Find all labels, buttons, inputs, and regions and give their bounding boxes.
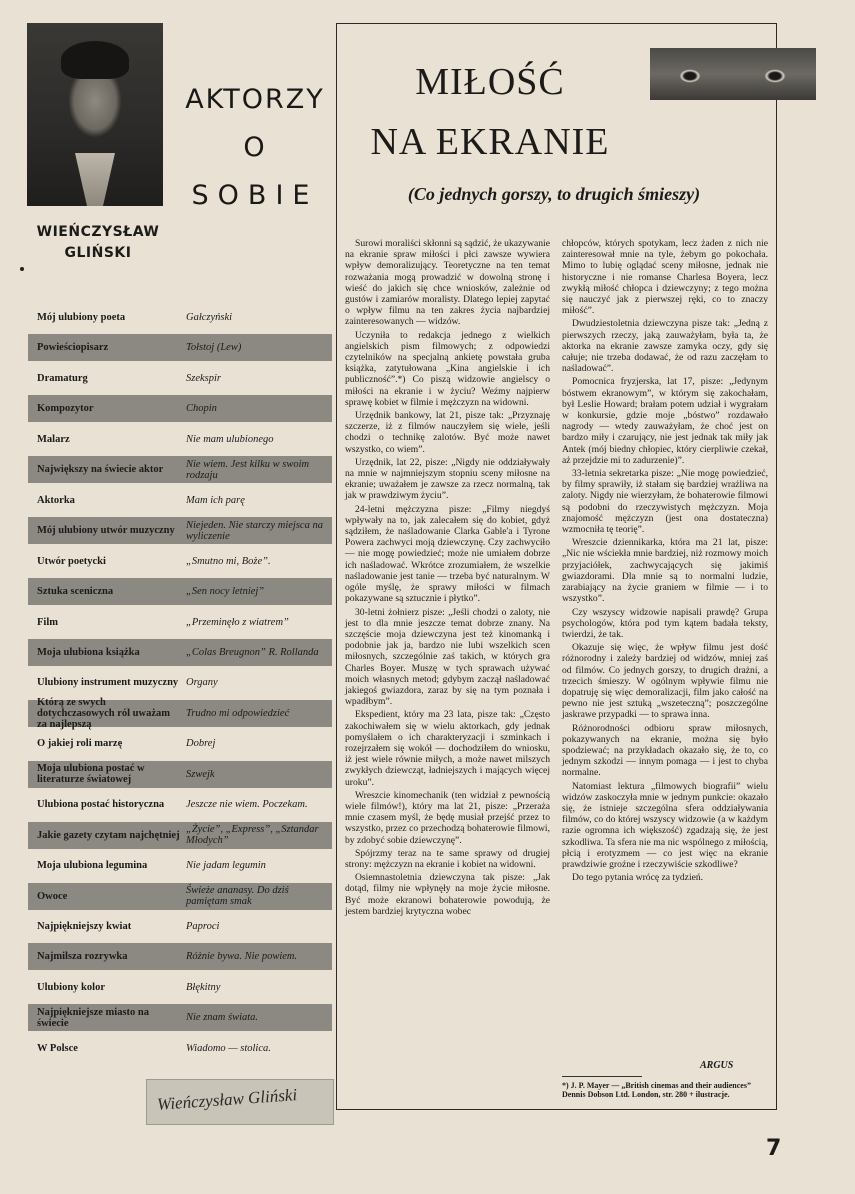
question-label: Aktorka xyxy=(37,494,75,506)
question-label: Mój ulubiony poeta xyxy=(37,312,126,323)
answer-text: „Życie”, „Express”, „Sztandar Młodych” xyxy=(186,824,319,847)
article-paragraph: Czy wszyscy widzowie napisali prawdę? Grupa psychologów, która pod tym kątem badała teksty, twierdzi, że tak. xyxy=(562,606,768,640)
article-paragraph: Osiemnastoletnia dziewczyna tak pisze: „Jak dotąd, filmy nie wpłynęły na moje życie miłosne. Być może ekranowi bohaterowie powodują, że jestem bardziej krytyczna wobec xyxy=(345,872,550,917)
article-paragraph: Urzędnik bankowy, lat 21, pisze tak: „Przyznaję szczerze, iż z filmów nauczyłem się wiele, jeśli chodzi o technikę zalotów. Być może nawet wszystko, co wiem”. xyxy=(345,410,550,455)
answer-text: Mam ich parę xyxy=(186,494,245,506)
answer-text: „Sen nocy letniej” xyxy=(186,586,265,598)
article-paragraph: 33-letnia sekretarka pisze: „Nie mogę powiedzieć, by filmy sprawiły, iż stałam się bardziej wrażliwa na zaloty. Nigdy nie wierzyłam, że bohaterowie filmowi są podobni do rzeczywistych mężczyzn. Moja znajomość mężczyzn (jest ona dostateczna) wzmocniła tę teorię”. xyxy=(562,468,768,536)
article-column-2 xyxy=(562,238,768,885)
answer-text: Nie mam ulubionego xyxy=(186,433,274,445)
answer-text: Błękitny xyxy=(186,981,221,993)
answer-text: Trudno mi odpowiedzieć xyxy=(186,707,290,719)
article-paragraph: 24-letni mężczyzna pisze: „Filmy niegdyś wpływały na to, jak zalecałem się do kobiet, gdyż sądziłem, że naśladowanie Clarka Gable'a i Tyrone Powera zachwyci moją dziewczynę. Czy zachwyciło — nie mogę powiedzieć; może nie umiałem dobrze ich naśladować. Wkrótce zrozumiałem, że wszelkie naśladowanie jest tanie — trzeba być naturalnym. W ogóle myślę, że sprawy miłości w filmach pokazywane są sztucznie i płytko”. xyxy=(345,503,550,605)
footnote: *) J. P. Mayer — „British cinemas and their audiences” Dennis Dobson Ltd. London, str. 280 + ilustracje. xyxy=(562,1081,751,1099)
article-paragraph: Natomiast lektura „filmowych biografii” wielu widzów zaskoczyła mnie w jednym punkcie: okazało się, że istnieje szczególna sfera oddziaływania filmów, co do której wszyscy widzowie (a w każdym razie ogromna ich większość) zgadzają się, że jest szkodliwa. Ta sfera nie ma nic wspólnego z miłością, płcią i erotyzmem — co jest więc na ekranie prawdziwie groźne i rzeczywiście szkodliwe? xyxy=(562,780,768,870)
question-label: Malarz xyxy=(37,433,70,445)
question-label: Najmilsza rozrywka xyxy=(37,951,128,963)
article-column-1 xyxy=(345,238,550,919)
decorative-dot xyxy=(20,267,24,271)
answer-text: Organy xyxy=(186,677,218,689)
article-paragraph: Pomocnica fryzjerska, lat 17, pisze: „Jedynym bóstwem ekranowym”, w którym się zakochałam, był Leslie Howard; brałam potem udział i wygrałam w konkursie, gdzie moje „bóstwo” rozdawało nagrody — wtedy zauważyłam, że choć jest on bardzo miły i czarujący, nie jest jednak tak miły jak Antek (mój biedny chłopiec, który cierpliwie czekał, aż przejdzie mi to zadurzenie)”. xyxy=(562,376,768,466)
questionnaire-row xyxy=(28,578,332,605)
article-paragraph: Okazuje się więc, że wpływ filmu jest dość różnorodny i zależy bardziej od widzów, mniej zaś od filmów. Co jednych gorszy, to drugich drażni, a trzecich śmieszy. W ogólnym wpływie filmu nie dopatruję się więc demoralizacji, film jako całość na pewno nie jest sztuką „wszeteczną”; poszczególne jaskrawe przypadki — to sprawa inna. xyxy=(562,642,768,721)
headline-line-2: NA EKRANIE xyxy=(370,121,610,163)
article-paragraph: Ekspedient, który ma 23 lata, pisze tak: „Często zakochiwałem się w wielu aktorkach, gdy jednak pomyślałem o ich charakteryzacji i szminkach i rozejrzałem się wokół — dochodziłem do wniosku, iż jest wiele równie miłych, a może nawet milszych zwykłych dziewcząt, ładniejszych i mających więcej uroku”. xyxy=(345,709,550,788)
eyes-photo xyxy=(650,48,816,100)
question-label: Moja ulubiona legumina xyxy=(37,860,148,872)
questionnaire-row xyxy=(28,456,332,483)
questionnaire-row xyxy=(28,913,332,940)
question-label: Moja ulubiona książka xyxy=(37,646,140,658)
questionnaire-row xyxy=(28,943,332,970)
article-paragraph: Wreszcie dziennikarka, która ma 21 lat, pisze: „Nic nie wściekła mnie bardziej, niż rozmowy moich przyjaciółek, zachwycających się jakimiś gwiazdorami. Dla mnie są to normalni ludzie, zarabiający na życie graniem w filmie — i to wszystko”. xyxy=(562,537,768,605)
actor-portrait-photo xyxy=(27,23,163,206)
section-title-line-3: SOBIE xyxy=(191,180,319,211)
questionnaire-row xyxy=(28,974,332,1001)
question-label: Ulubiony instrument muzyczny xyxy=(37,677,179,689)
answer-text: Nie jadam legumin xyxy=(186,860,266,872)
question-label: Mój ulubiony utwór muzyczny xyxy=(37,525,175,537)
questionnaire-row xyxy=(28,517,332,544)
signature-box xyxy=(146,1079,334,1125)
answer-text: „Colas Breugnon” R. Rollanda xyxy=(186,646,319,658)
question-label: Film xyxy=(37,616,58,628)
page-number: 7 xyxy=(766,1136,782,1161)
question-label: Ulubiony kolor xyxy=(37,981,105,993)
article-paragraph: chłopców, których spotykam, lecz żaden z nich nie zainteresował mnie na tyle, żebym go pokochała. Mimo to lubię oglądać sceny miłosne, jednak nie historyczne i nie romanse Charlesa Boyera, lecz zwykłą miłość chłopca i dziewczyny; z tego można się nauczyć jak z pierwszej ręki, co to znaczy miłość”. xyxy=(562,238,768,317)
questionnaire-row xyxy=(28,1004,332,1031)
questionnaire-row xyxy=(28,883,332,910)
answer-text: Paproci xyxy=(186,921,220,932)
questionnaire-row xyxy=(28,609,332,636)
article-paragraph: Dwudziestoletnia dziewczyna pisze tak: „Jedną z pierwszych rzeczy, jaką zauważyłam, była ta, że aktorka na ekranie zawsze zamyka oczy, gdy się całuje; nie trzeba dodawać, że od razu zaczęłam to naśladować”. xyxy=(562,318,768,375)
answer-text: Chopin xyxy=(186,403,217,415)
article-author: ARGUS xyxy=(700,1060,734,1071)
question-label: Powieściopisarz xyxy=(37,342,109,354)
article-paragraph: Różnorodności odbioru spraw miłosnych, pokazywanych na ekranie, można się było spodziewać; na przykładach okazało się, że to, co jednym szkodzi — innym pomaga — i jest to chyba normalne. xyxy=(562,722,768,779)
article-paragraph: Surowi moraliści skłonni są sądzić, że ukazywanie na ekranie spraw miłości i płci zawsze wywiera wpływ demoralizujący. Teoretyczne na ten temat rozważania mogą prowadzić w dowolną stronę i wieść do jakich się chce wniosków, zależnie od gustów i zamiarów moralisty. Dlatego lepiej zapytać o wpływ filmu na ten zakres życia najbardziej zainteresowanych — widzów. xyxy=(345,238,550,328)
question-label: Jakie gazety czytam najchętniej xyxy=(37,829,180,841)
question-label: Najpiękniejsze miasto na świecie xyxy=(37,1006,149,1029)
questionnaire-row xyxy=(28,426,332,453)
answer-text: Niejeden. Nie starczy miejsca na wyliczenie xyxy=(186,519,323,542)
answer-text: Wiadomo — stolica. xyxy=(186,1042,271,1054)
article-paragraph: Spójrzmy teraz na te same sprawy od drugiej strony: mężczyzn na ekranie i kobiet na widowni. xyxy=(345,847,550,870)
questionnaire-row xyxy=(28,791,332,818)
answer-text: Tołstoj (Lew) xyxy=(186,342,242,354)
answer-text: Szekspir xyxy=(186,372,221,384)
questionnaire-row xyxy=(28,669,332,696)
answer-text: Jeszcze nie wiem. Poczekam. xyxy=(186,799,308,811)
footnote-rule xyxy=(562,1076,642,1077)
question-label: Ulubiona postać historyczna xyxy=(37,799,165,811)
actor-name-first: WIEŃCZYSŁAW xyxy=(36,224,160,240)
question-label: Moja ulubiona postać w literaturze światowej xyxy=(37,763,145,786)
answer-text: Gałczyński xyxy=(186,312,233,323)
questionnaire-row xyxy=(28,334,332,361)
questionnaire-row xyxy=(28,304,332,331)
article-paragraph: Urzędnik, lat 22, pisze: „Nigdy nie oddziaływały na mnie w najmniejszym stopniu sceny miłosne na ekranie; uważałem je zawsze za rzecz normalną, tak jak w prawdziwym życiu”. xyxy=(345,456,550,502)
article-paragraph: 30-letni żołnierz pisze: „Jeśli chodzi o zaloty, nie jest to dla mnie jeszcze temat dobrze znany. Na szczęście moja dziewczyna jest też kinomanką i podobnie jak ja, bardzo nie lubi wszelkich scen miłosnych, szczególnie zaś takich, w których gra Charles Boyer. Muszę w tych sprawach używać moich własnych metod; gdybym zaczął naśladować jakiegoś gwiazdora, zaraz by się na tym poznała i wpadłbym”. xyxy=(345,606,550,708)
questionnaire-row xyxy=(28,852,332,879)
article-subtitle: (Co jednych gorszy, to drugich śmieszy) xyxy=(407,184,701,204)
actor-name-last: GLIŃSKI xyxy=(64,245,132,261)
article-paragraph: Wreszcie kinomechanik (ten widział z pewnością wiele filmów!), który ma lat 21, pisze: „Przeraża mnie czasem myśl, że będę musiał przejść przez to wszystko, przez co przechodzą bohaterowie filmowi, by zdobyć sobie dziewczynę”. xyxy=(345,789,550,846)
section-title-line-2: O xyxy=(243,132,267,163)
questionnaire-row xyxy=(28,822,332,849)
question-label: Sztuka sceniczna xyxy=(37,586,114,598)
section-title-line-1: AKTORZY xyxy=(185,84,325,115)
question-label: Utwór poetycki xyxy=(37,555,106,567)
question-label: Największy na świecie aktor xyxy=(37,464,164,476)
answer-text: Nie znam świata. xyxy=(186,1012,259,1024)
questionnaire-row xyxy=(28,696,332,730)
question-label: O jakiej roli marzę xyxy=(37,738,123,750)
answer-text: Dobrej xyxy=(186,738,216,750)
questionnaire-row xyxy=(28,395,332,422)
answer-text: „Przeminęło z wiatrem” xyxy=(186,616,289,628)
question-label: Którą ze swych dotychczasowych ról uważam za najlepszą xyxy=(37,696,170,730)
answer-text: Różnie bywa. Nie powiem. xyxy=(186,951,298,963)
answer-text: Świeże ananasy. Do dziś pamiętam smak xyxy=(186,885,289,908)
questionnaire-row xyxy=(28,1035,332,1062)
questionnaire-row xyxy=(28,487,332,514)
question-label: Najpiękniejszy kwiat xyxy=(37,921,132,932)
signature: Wieńczysław Gliński xyxy=(156,1085,298,1114)
headline-line-1: MIŁOŚĆ xyxy=(415,61,565,103)
questionnaire-row xyxy=(28,639,332,666)
answer-text: Szwejk xyxy=(186,768,215,780)
article-paragraph: Uczyniła to redakcja jednego z wielkich angielskich pism filmowych; z odpowiedzi czytelników na specjalną ankietę powstała gruba książka, zatytułowana „Kina angielskie i ich publiczność”.*) Co piszą widzowie angielscy o miłości na ekranie i w życiu? Weźmy najpierw sprawę kobiet w filmie i mężczyzn na widowni. xyxy=(345,329,550,408)
answer-text: Nie wiem. Jest kilku w swoim rodzaju xyxy=(186,458,310,481)
question-label: Kompozytor xyxy=(37,403,94,415)
questionnaire-row xyxy=(28,548,332,575)
question-label: Owoce xyxy=(37,890,68,902)
question-label: Dramaturg xyxy=(37,372,88,384)
article-paragraph: Do tego pytania wrócę za tydzień. xyxy=(572,872,704,884)
answer-text: „Smutno mi, Boże”. xyxy=(186,555,271,567)
questionnaire-row xyxy=(28,730,332,757)
questionnaire-row xyxy=(28,761,332,788)
questionnaire-row xyxy=(28,365,332,392)
question-label: W Polsce xyxy=(37,1042,78,1054)
